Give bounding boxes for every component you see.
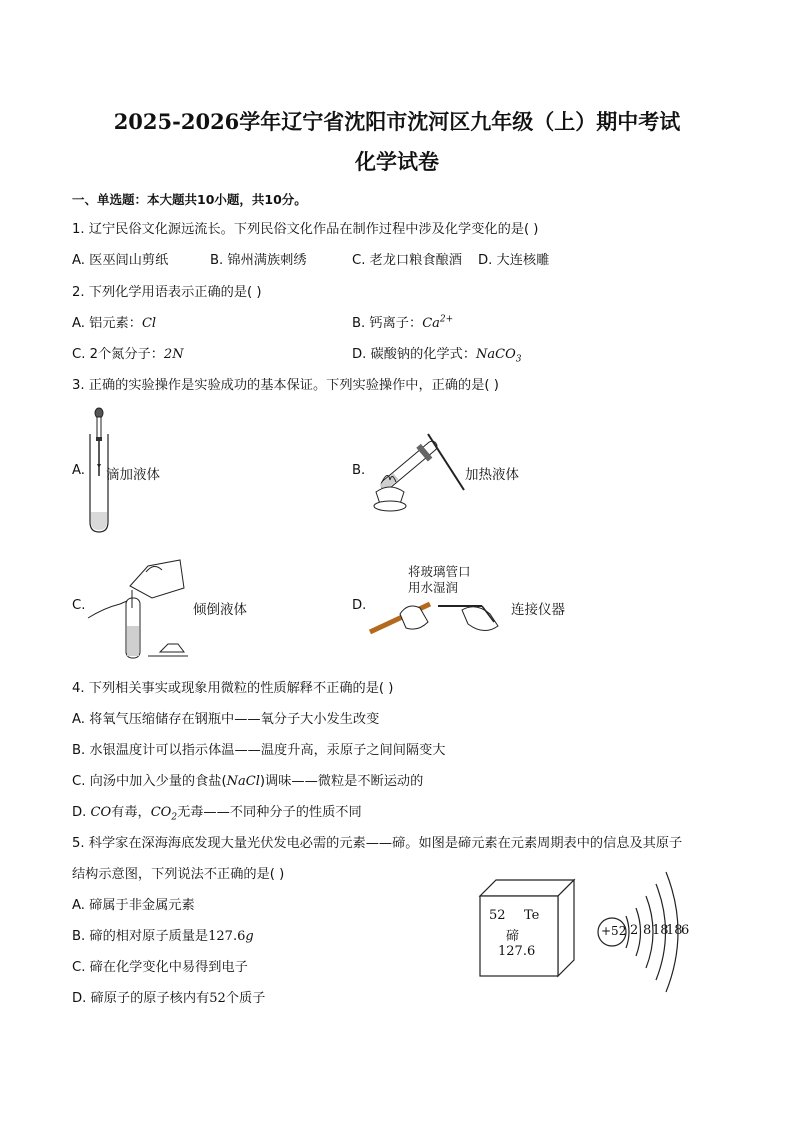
q5-option-d-value: 52 <box>209 991 226 1006</box>
question-5-stem-1: 5. 科学家在深海海底发现大量光伏发电必需的元素——碲。如图是碲元素在元素周期表中的信息及其原子 <box>72 836 683 851</box>
shell-electrons-2: 8 <box>643 923 652 938</box>
q4-option-c <box>72 770 423 789</box>
q2-option-d-subscript: 3 <box>515 354 522 365</box>
exam-title: 2025-2026学年辽宁省沈阳市沈河区九年级（上）期中考试 <box>113 109 681 134</box>
q3-option-d-note-2: 用水湿润 <box>408 580 459 595</box>
q4-option-c-post: )调味——微粒是不断运动的 <box>259 774 424 789</box>
nucleus-charge: +52 <box>601 924 627 938</box>
q2-option-b-prefix: B. 钙离子： <box>352 316 423 331</box>
element-name: 碲 <box>506 929 520 944</box>
exam-subtitle: 化学试卷 <box>355 149 439 174</box>
question-2-stem: 2. 下列化学用语表示正确的是( ) <box>72 285 262 300</box>
shell-electrons-3: 18 <box>652 923 669 938</box>
q1-option-a: A. 医巫闾山剪纸 <box>72 253 169 268</box>
q5-option-b-pre: B. 碲的相对原子质量是 <box>72 929 209 944</box>
q5-option-c: C. 碲在化学变化中易得到电子 <box>72 960 248 975</box>
q4-option-d-formula-1: CO <box>90 805 112 820</box>
shell-electrons-5: 6 <box>681 923 690 938</box>
q2-option-a-formula: Cl <box>141 316 157 331</box>
q3-option-c-letter: C. <box>72 598 86 613</box>
q3-option-b-label: 加热液体 <box>465 467 519 483</box>
connecting-illustration <box>368 596 508 642</box>
shell-electrons-1: 2 <box>630 923 639 938</box>
question-3-stem: 3. 正确的实验操作是实验成功的基本保证。下列实验操作中，正确的是( ) <box>72 378 499 393</box>
q4-option-d-post: 无毒——不同种分子的性质不同 <box>177 805 362 820</box>
q2-option-d-formula: NaCO <box>476 347 516 362</box>
q4-option-d-mid: 有毒， <box>111 805 151 820</box>
q5-option-b <box>72 925 254 944</box>
q3-option-d-label: 连接仪器 <box>511 602 565 618</box>
element-atomic-mass: 127.6 <box>498 944 536 959</box>
q4-option-d-formula-2: CO <box>150 805 172 820</box>
q1-option-c: C. 老龙口粮食酿酒 <box>352 253 462 268</box>
q2-option-c <box>72 343 184 362</box>
q1-option-d: D. 大连核雕 <box>478 253 550 268</box>
q5-option-b-value: 127.6 <box>208 929 246 944</box>
q2-option-d <box>352 343 522 365</box>
q4-option-c-pre: C. 向汤中加入少量的食盐( <box>72 774 227 789</box>
q2-option-a <box>72 312 156 331</box>
q2-option-b-formula: Ca <box>422 316 440 331</box>
q4-option-b: B. 水银温度计可以指示体温——温度升高，汞原子之间间隔变大 <box>72 743 446 758</box>
q2-option-d-prefix: D. 碳酸钠的化学式： <box>352 347 477 362</box>
q4-option-d-subscript: 2 <box>171 812 178 823</box>
q3-option-d-letter: D. <box>352 598 367 613</box>
periodic-table-cell <box>478 878 578 978</box>
q2-option-c-prefix: C. 2个氮分子： <box>72 347 164 362</box>
question-5-stem-2: 结构示意图，下列说法不正确的是( ) <box>72 867 285 882</box>
section-heading: 一、单选题：本大题共10小题，共10分。 <box>72 192 307 207</box>
element-symbol: Te <box>524 908 540 923</box>
q4-option-d-pre: D. <box>72 805 91 820</box>
q5-option-a: A. 碲属于非金属元素 <box>72 898 195 913</box>
q5-option-d-pre: D. 碲原子的原子核内有 <box>72 991 210 1006</box>
question-1-stem: 1. 辽宁民俗文化源远流长。下列民俗文化作品在制作过程中涉及化学变化的是( ) <box>72 222 539 237</box>
q2-option-b <box>352 312 453 331</box>
pouring-illustration <box>88 548 188 660</box>
q5-option-b-unit: g <box>245 929 254 944</box>
q2-option-c-formula: 2N <box>163 347 184 362</box>
q2-option-a-prefix: A. 铝元素： <box>72 316 142 331</box>
q4-option-c-formula: NaCl <box>226 774 260 789</box>
q1-option-b: B. 锦州满族刺绣 <box>210 253 307 268</box>
question-4-stem: 4. 下列相关事实或现象用微粒的性质解释不正确的是( ) <box>72 681 394 696</box>
q3-option-d-note-1: 将玻璃管口 <box>408 564 471 579</box>
q5-option-d <box>72 987 265 1006</box>
element-atomic-number: 52 <box>489 908 506 923</box>
q4-option-a: A. 将氧气压缩储存在钢瓶中——氧分子大小发生改变 <box>72 712 380 727</box>
q4-option-d <box>72 801 362 823</box>
heating-illustration <box>368 424 468 520</box>
q3-option-c-label: 倾倒液体 <box>193 602 247 618</box>
q3-option-a-label: 滴加液体 <box>106 467 160 483</box>
q2-option-b-charge: 2+ <box>439 314 454 325</box>
q5-option-d-post: 个质子 <box>225 991 266 1006</box>
shell-electrons-4: 18 <box>666 923 683 938</box>
q3-option-b-letter: B. <box>352 463 366 478</box>
q3-option-a-letter: A. <box>72 463 85 478</box>
